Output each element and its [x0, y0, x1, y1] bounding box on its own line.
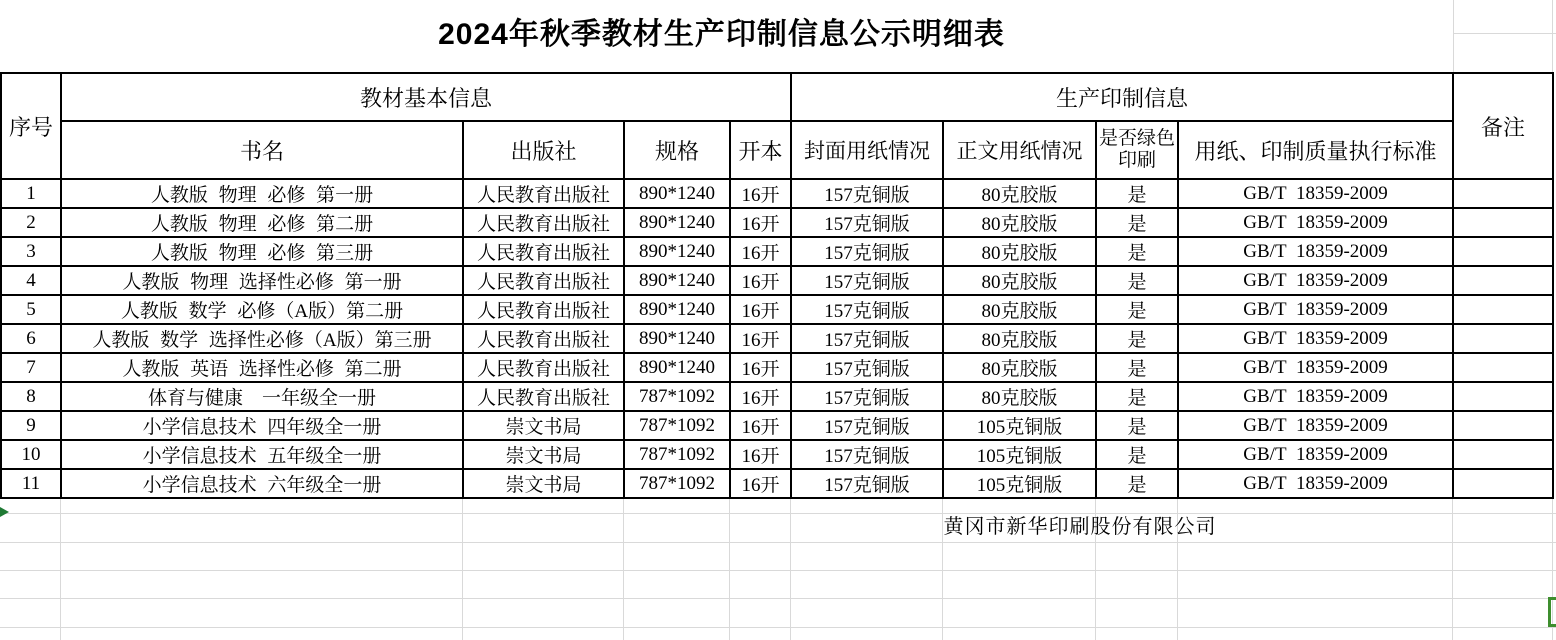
gridline [0, 542, 1556, 543]
cell-publisher[interactable]: 人民教育出版社 [463, 208, 624, 237]
cell-name[interactable]: 人教版 数学 必修（A版）第二册 [61, 295, 463, 324]
gridline [0, 627, 1556, 628]
cell-publisher[interactable]: 人民教育出版社 [463, 353, 624, 382]
cell-green[interactable]: 是 [1096, 237, 1178, 266]
header-quality-standard[interactable]: 用纸、印制质量执行标准 [1178, 121, 1453, 179]
sheet-title[interactable]: 2024年秋季教材生产印制信息公示明细表 [438, 18, 1005, 51]
cell-format[interactable]: 16开 [730, 353, 791, 382]
cell-remark[interactable] [1453, 324, 1553, 353]
cell-standard[interactable]: GB/T 18359-2009 [1178, 469, 1453, 498]
table-row [1, 295, 1553, 324]
cell-publisher[interactable]: 人民教育出版社 [463, 382, 624, 411]
cell-name[interactable]: 人教版 英语 选择性必修 第二册 [61, 353, 463, 382]
cell-cover[interactable]: 157克铜版 [791, 440, 943, 469]
cell-publisher[interactable]: 人民教育出版社 [463, 266, 624, 295]
header-publisher[interactable]: 出版社 [463, 121, 624, 179]
cell-cover[interactable]: 157克铜版 [791, 237, 943, 266]
cell-remark[interactable] [1453, 179, 1553, 208]
cell-green[interactable]: 是 [1096, 469, 1178, 498]
cell-green[interactable]: 是 [1096, 208, 1178, 237]
header-group-basic-info[interactable]: 教材基本信息 [61, 73, 791, 121]
cell-spec[interactable]: 890*1240 [624, 208, 730, 237]
cell-spec[interactable]: 787*1092 [624, 382, 730, 411]
gridline [1552, 0, 1553, 72]
cell-spec[interactable]: 787*1092 [624, 440, 730, 469]
table-row [1, 266, 1553, 295]
cell-format[interactable]: 16开 [730, 411, 791, 440]
cell-body[interactable]: 105克铜版 [943, 440, 1096, 469]
header-cover-paper[interactable]: 封面用纸情况 [791, 121, 943, 179]
cell-remark[interactable] [1453, 411, 1553, 440]
cell-format[interactable]: 16开 [730, 469, 791, 498]
cell-cover[interactable]: 157克铜版 [791, 295, 943, 324]
cell-spec[interactable]: 787*1092 [624, 411, 730, 440]
table-row [1, 469, 1553, 498]
cell-spec[interactable]: 787*1092 [624, 469, 730, 498]
cell-no[interactable]: 6 [1, 324, 61, 353]
cell-spec[interactable]: 890*1240 [624, 179, 730, 208]
cell-standard[interactable]: GB/T 18359-2009 [1178, 237, 1453, 266]
cell-format[interactable]: 16开 [730, 382, 791, 411]
cell-publisher[interactable]: 崇文书局 [463, 469, 624, 498]
cell-no[interactable]: 3 [1, 237, 61, 266]
cell-format[interactable]: 16开 [730, 266, 791, 295]
cell-body[interactable]: 80克胶版 [943, 295, 1096, 324]
cell-name[interactable]: 人教版 物理 选择性必修 第一册 [61, 266, 463, 295]
cell-name[interactable]: 人教版 物理 必修 第三册 [61, 237, 463, 266]
green-triangle-icon [0, 507, 9, 517]
table-row [1, 353, 1553, 382]
cell-standard[interactable]: GB/T 18359-2009 [1178, 266, 1453, 295]
cell-green[interactable]: 是 [1096, 440, 1178, 469]
cell-cover[interactable]: 157克铜版 [791, 353, 943, 382]
cell-standard[interactable]: GB/T 18359-2009 [1178, 353, 1453, 382]
header-remark[interactable]: 备注 [1453, 73, 1553, 179]
cell-body[interactable]: 80克胶版 [943, 237, 1096, 266]
cell-remark[interactable] [1453, 295, 1553, 324]
cell-cover[interactable]: 157克铜版 [791, 411, 943, 440]
cell-name[interactable]: 人教版 物理 必修 第一册 [61, 179, 463, 208]
cell-body[interactable]: 80克胶版 [943, 179, 1096, 208]
cell-spec[interactable]: 890*1240 [624, 324, 730, 353]
header-book-name[interactable]: 书名 [61, 121, 463, 179]
cell-cover[interactable]: 157克铜版 [791, 382, 943, 411]
cell-no[interactable]: 4 [1, 266, 61, 295]
cell-cover[interactable]: 157克铜版 [791, 324, 943, 353]
header-row-groups [1, 73, 1553, 121]
cell-body[interactable]: 80克胶版 [943, 382, 1096, 411]
cell-spec[interactable]: 890*1240 [624, 353, 730, 382]
gridline [1453, 33, 1556, 34]
company-name-cell[interactable]: 黄冈市新华印刷股份有限公司 [943, 516, 1217, 538]
cell-remark[interactable] [1453, 469, 1553, 498]
table-row [1, 237, 1553, 266]
gridline [1453, 0, 1454, 72]
cell-no[interactable]: 11 [1, 469, 61, 498]
cell-spec[interactable]: 890*1240 [624, 266, 730, 295]
table-row [1, 440, 1553, 469]
cell-remark[interactable] [1453, 237, 1553, 266]
cell-format[interactable]: 16开 [730, 179, 791, 208]
cell-standard[interactable]: GB/T 18359-2009 [1178, 324, 1453, 353]
cell-spec[interactable]: 890*1240 [624, 237, 730, 266]
cell-green[interactable]: 是 [1096, 295, 1178, 324]
cell-publisher[interactable]: 崇文书局 [463, 440, 624, 469]
cell-no[interactable]: 7 [1, 353, 61, 382]
cell-no[interactable]: 9 [1, 411, 61, 440]
cell-green[interactable]: 是 [1096, 324, 1178, 353]
cell-remark[interactable] [1453, 208, 1553, 237]
cell-no[interactable]: 2 [1, 208, 61, 237]
cell-remark[interactable] [1453, 382, 1553, 411]
cell-cover[interactable]: 157克铜版 [791, 469, 943, 498]
cell-body[interactable]: 105克铜版 [943, 469, 1096, 498]
cell-remark[interactable] [1453, 353, 1553, 382]
table-row [1, 179, 1553, 208]
cell-standard[interactable]: GB/T 18359-2009 [1178, 411, 1453, 440]
cell-standard[interactable]: GB/T 18359-2009 [1178, 382, 1453, 411]
cell-body[interactable]: 80克胶版 [943, 266, 1096, 295]
cell-no[interactable]: 5 [1, 295, 61, 324]
header-body-paper[interactable]: 正文用纸情况 [943, 121, 1096, 179]
header-no[interactable]: 序号 [1, 73, 61, 179]
cell-publisher[interactable]: 人民教育出版社 [463, 237, 624, 266]
cell-body[interactable]: 80克胶版 [943, 208, 1096, 237]
cell-format[interactable]: 16开 [730, 295, 791, 324]
table-row [1, 382, 1553, 411]
cell-publisher[interactable]: 人民教育出版社 [463, 324, 624, 353]
cell-no[interactable]: 10 [1, 440, 61, 469]
cell-green[interactable]: 是 [1096, 266, 1178, 295]
textbook-print-table [0, 72, 1554, 499]
cell-format[interactable]: 16开 [730, 237, 791, 266]
cell-body[interactable]: 105克铜版 [943, 411, 1096, 440]
table-row [1, 208, 1553, 237]
cell-publisher[interactable]: 人民教育出版社 [463, 179, 624, 208]
cell-standard[interactable]: GB/T 18359-2009 [1178, 440, 1453, 469]
cell-name[interactable]: 小学信息技术 六年级全一册 [61, 469, 463, 498]
gridline [0, 570, 1556, 571]
cell-format[interactable]: 16开 [730, 440, 791, 469]
cell-publisher[interactable]: 人民教育出版社 [463, 295, 624, 324]
cell-standard[interactable]: GB/T 18359-2009 [1178, 179, 1453, 208]
header-green-printing[interactable]: 是否绿色印刷 [1096, 121, 1178, 179]
header-row-columns [1, 121, 1553, 179]
cell-standard[interactable]: GB/T 18359-2009 [1178, 208, 1453, 237]
cell-format[interactable]: 16开 [730, 208, 791, 237]
cell-name[interactable]: 小学信息技术 五年级全一册 [61, 440, 463, 469]
cell-no[interactable]: 8 [1, 382, 61, 411]
cell-name[interactable]: 人教版 物理 必修 第二册 [61, 208, 463, 237]
cell-name[interactable]: 小学信息技术 四年级全一册 [61, 411, 463, 440]
cell-no[interactable]: 1 [1, 179, 61, 208]
cell-body[interactable]: 80克胶版 [943, 324, 1096, 353]
cell-body[interactable]: 80克胶版 [943, 353, 1096, 382]
cell-remark[interactable] [1453, 440, 1553, 469]
header-spec[interactable]: 规格 [624, 121, 730, 179]
cell-selection-bracket [1548, 597, 1556, 627]
cell-name[interactable]: 体育与健康 一年级全一册 [61, 382, 463, 411]
table-row [1, 324, 1553, 353]
cell-cover[interactable]: 157克铜版 [791, 179, 943, 208]
cell-cover[interactable]: 157克铜版 [791, 208, 943, 237]
cell-green[interactable]: 是 [1096, 382, 1178, 411]
cell-green[interactable]: 是 [1096, 179, 1178, 208]
cell-standard[interactable]: GB/T 18359-2009 [1178, 295, 1453, 324]
cell-publisher[interactable]: 崇文书局 [463, 411, 624, 440]
cell-cover[interactable]: 157克铜版 [791, 266, 943, 295]
cell-green[interactable]: 是 [1096, 353, 1178, 382]
gridline [0, 598, 1556, 599]
cell-spec[interactable]: 890*1240 [624, 295, 730, 324]
table-row [1, 411, 1553, 440]
cell-format[interactable]: 16开 [730, 324, 791, 353]
header-group-production-info[interactable]: 生产印制信息 [791, 73, 1453, 121]
header-format[interactable]: 开本 [730, 121, 791, 179]
cell-remark[interactable] [1453, 266, 1553, 295]
cell-green[interactable]: 是 [1096, 411, 1178, 440]
cell-name[interactable]: 人教版 数学 选择性必修（A版）第三册 [61, 324, 463, 353]
